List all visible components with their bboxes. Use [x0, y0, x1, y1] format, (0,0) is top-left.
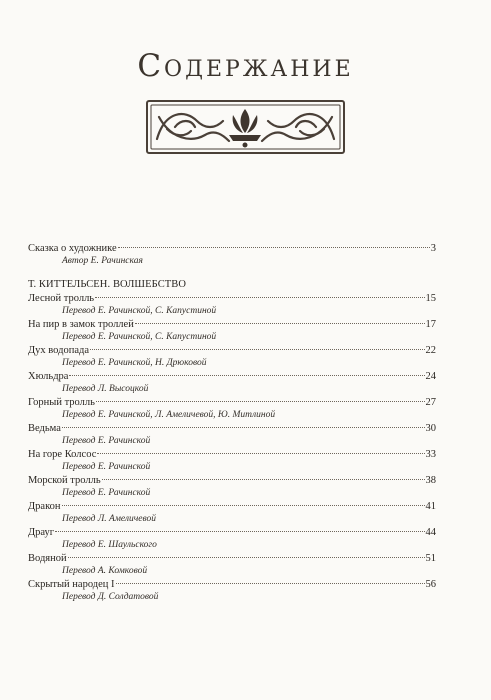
dot-leader — [135, 323, 425, 324]
table-of-contents — [28, 241, 436, 603]
toc-entry-page: 27 — [425, 397, 436, 408]
toc-entry[interactable] — [28, 370, 436, 383]
toc-entry-title: Морской тролль — [28, 475, 101, 486]
toc-entry-credit: Перевод Е. Рачинской, С. Капустиной — [62, 306, 217, 316]
toc-entry-credit: Перевод Е. Рачинской, Л. Амеличевой, Ю. Митлиной — [62, 410, 276, 420]
toc-entry-page: 3 — [430, 243, 436, 254]
toc-entry-title: На горе Колсос — [28, 449, 97, 460]
art-nouveau-ornament-icon — [145, 99, 346, 155]
dot-leader — [62, 427, 425, 428]
toc-entry[interactable] — [28, 422, 436, 435]
dot-leader — [90, 349, 425, 350]
toc-entry[interactable] — [28, 552, 436, 565]
toc-entry[interactable] — [28, 318, 436, 331]
toc-entry-title: Скрытый народец I — [28, 579, 115, 590]
toc-entry[interactable] — [28, 292, 436, 305]
toc-entry-title: Дракон — [28, 501, 61, 512]
section-heading: Т. КИТТЕЛЬСЕН. ВОЛШЕБСТВО — [28, 279, 187, 290]
toc-entry-page: 17 — [425, 319, 436, 330]
toc-entry-title: Ведьма — [28, 423, 61, 434]
toc-entry-credit: Перевод Е. Рачинской — [62, 462, 151, 472]
toc-entry-page: 30 — [425, 423, 436, 434]
toc-entry-title: Хюльдра — [28, 371, 69, 382]
dot-leader — [96, 401, 425, 402]
toc-entry-page: 33 — [425, 449, 436, 460]
toc-entry-page: 56 — [425, 579, 436, 590]
dot-leader — [95, 297, 424, 298]
toc-entry[interactable] — [28, 578, 436, 591]
dot-leader — [118, 247, 430, 248]
toc-entry-title: Лесной тролль — [28, 293, 95, 304]
toc-entry-page: 41 — [425, 501, 436, 512]
toc-entry-page: 15 — [425, 293, 436, 304]
toc-entry-page: 24 — [425, 371, 436, 382]
toc-entry[interactable] — [28, 500, 436, 513]
toc-entry-title: Водяной — [28, 553, 67, 564]
toc-entry-credit: Перевод А. Комковой — [62, 566, 148, 576]
dot-leader — [69, 375, 424, 376]
dot-leader — [62, 505, 425, 506]
toc-entry-credit: Перевод Е. Рачинской, Н. Дрюковой — [62, 358, 207, 368]
dot-leader — [68, 557, 425, 558]
toc-entry-page: 38 — [425, 475, 436, 486]
toc-entry[interactable] — [28, 526, 436, 539]
toc-entry-credit: Перевод Е. Рачинской, С. Капустиной — [62, 332, 217, 342]
toc-entry-title: Горный тролль — [28, 397, 95, 408]
toc-entry-credit: Перевод Е. Шаульского — [62, 540, 157, 550]
toc-entry-page: 22 — [425, 345, 436, 356]
toc-entry-page: 44 — [425, 527, 436, 538]
page-title: Содержание — [137, 48, 354, 84]
toc-entry[interactable] — [28, 474, 436, 487]
toc-entry-credit: Перевод Е. Рачинской — [62, 436, 151, 446]
dot-leader — [116, 583, 425, 584]
toc-entry-credit: Автор Е. Рачинская — [62, 256, 143, 266]
toc-entry-credit: Перевод Л. Амеличевой — [62, 514, 157, 524]
dot-leader — [102, 479, 425, 480]
toc-entry-credit: Перевод Д. Солдатовой — [62, 592, 159, 602]
toc-entry-page: 51 — [425, 553, 436, 564]
toc-entry[interactable] — [28, 396, 436, 409]
toc-entry-title: Дух водопада — [28, 345, 89, 356]
toc-entry-credit: Перевод Е. Рачинской — [62, 488, 151, 498]
dot-leader — [97, 453, 424, 454]
toc-entry-title: На пир в замок троллей — [28, 319, 134, 330]
toc-entry-credit: Перевод Л. Высоцкой — [62, 384, 149, 394]
toc-entry-title: Драуг — [28, 527, 55, 538]
toc-entry-title: Сказка о художнике — [28, 243, 117, 254]
toc-entry-intro[interactable] — [28, 242, 436, 255]
dot-leader — [55, 531, 424, 532]
toc-entry[interactable] — [28, 344, 436, 357]
toc-entry[interactable] — [28, 448, 436, 461]
